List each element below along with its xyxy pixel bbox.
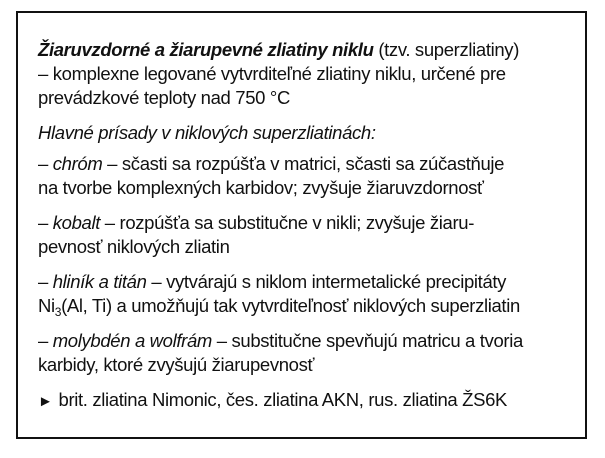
- intro-paragraph: [38, 38, 583, 110]
- item-name: hliník a titán: [52, 271, 147, 292]
- item-name: chróm: [52, 153, 103, 174]
- example-line: [38, 388, 583, 414]
- intro-line-3: prevádzkové teploty nad 750 °C: [38, 87, 290, 108]
- item-dash: –: [38, 330, 53, 351]
- item-line-1: [38, 211, 583, 235]
- intro-note: (tzv. superzliatiny): [373, 39, 520, 60]
- item-line-2: na tvorbe komplexných karbidov; zvyšuje žiaruvzdornosť: [38, 177, 484, 198]
- list-item: [38, 211, 583, 259]
- text-box: [38, 38, 583, 425]
- item-text: – substitučne spevňujú matricu a tvoria: [211, 330, 523, 351]
- intro-line-1: [38, 38, 583, 62]
- list-item: [38, 329, 583, 377]
- section-heading: Hlavné prísady v niklových superzliatinách:: [38, 122, 376, 143]
- item-line-2: karbidy, ktoré zvyšujú žiarupevnosť: [38, 354, 315, 375]
- item-text: – vytvárajú s niklom intermetalické precipitáty: [146, 271, 507, 292]
- item-dash: –: [38, 271, 53, 292]
- formula-base: Ni: [38, 295, 55, 316]
- item-line-1: [38, 329, 583, 353]
- list-item: [38, 270, 583, 318]
- item-text: – sčasti sa rozpúšťa v matrici, sčasti sa zúčastňuje: [102, 153, 505, 174]
- item-line-1: [38, 270, 583, 294]
- item-line-2: [38, 294, 583, 318]
- item-line-2: pevnosť niklových zliatin: [38, 236, 230, 257]
- formula-subscript: 3: [54, 305, 62, 319]
- example-text: brit. zliatina Nimonic, čes. zliatina AKN, rus. zliatina ŽS6K: [58, 389, 508, 410]
- list-item: [38, 152, 583, 200]
- formula-rest: (Al, Ti) a umožňujú tak vytvrditeľnosť niklových superzliatin: [61, 295, 520, 316]
- item-name: molybdén a wolfrám: [52, 330, 212, 351]
- item-name: kobalt: [52, 212, 101, 233]
- intro-line-2: – komplexne legované vytvrditeľné zliatiny niklu, určené pre: [38, 63, 506, 84]
- item-dash: –: [38, 212, 53, 233]
- item-line-1: [38, 152, 583, 176]
- triangle-arrow-icon: ►: [38, 393, 53, 410]
- intro-title: Žiaruvzdorné a žiarupevné zliatiny niklu: [38, 39, 374, 60]
- item-text: – rozpúšťa sa substitučne v nikli; zvyšuje žiaru-: [100, 212, 475, 233]
- item-dash: –: [38, 153, 53, 174]
